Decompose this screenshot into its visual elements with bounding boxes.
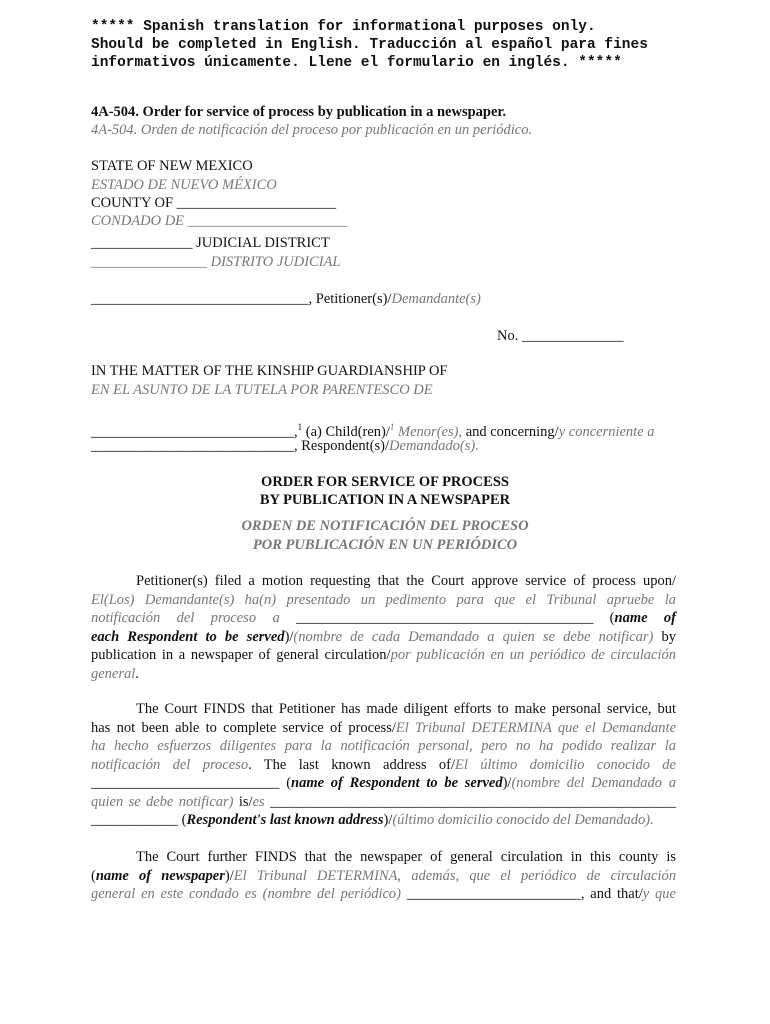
paragraph-line: general. [91,665,139,682]
respondent-label-es: Demandado(s). [389,438,479,454]
state-es: ESTADO DE NUEVO MÉXICO [91,177,277,193]
address-blank[interactable]: ________________________________________________________ [264,793,677,810]
child-blank: ____________________________, [91,423,298,440]
paragraph-line: quien se debe notificar) is/es ________________________________________________________ [91,793,677,810]
child-label-es: Menor(es), [394,423,463,440]
paragraph-line: notificación del proceso. The last known address of/El último domicilio conocido de [91,756,676,773]
concerning-es: y concerniente a [558,423,655,440]
paragraph-line: The Court FINDS that Petitioner has made diligent efforts to make personal service, but [136,701,676,717]
matter-en: IN THE MATTER OF THE KINSHIP GUARDIANSHIP OF [91,363,448,379]
respondent-names-blank[interactable]: _________________________________________ ( [279,610,615,626]
footnote-ref-es: 1 [389,422,395,432]
matter-es: EN EL ASUNTO DE LA TUTELA POR PARENTESCO DE [91,382,433,398]
notice-line: Should be completed in English. Traducción al español para fines [91,37,648,53]
translation-notice [91,18,731,72]
paragraph-line: ha hecho esfuerzos diligentes para la notificación personal, pero no ha podido realizar la [91,738,676,754]
district-label-es: DISTRITO JUDICIAL [210,254,341,270]
paragraph-line: publication in a newspaper of general circulation/por publicación en un periódico de circulación [91,647,676,663]
paragraph-line: general en este condado es (nombre del periódico) ________________________, and that/y que [91,886,676,902]
paragraph-line: __________________________ (name of Respondent to be served)/(nombre del Demandado a [91,775,677,791]
footnote-ref: 1 [297,422,303,432]
paragraph-line: The Court further FINDS that the newspaper of general circulation in this county is [136,849,676,865]
paragraph-line: has not been able to complete service of process/El Tribunal DETERMINA que el Demandante [91,719,677,736]
order-heading-en-2: BY PUBLICATION IN A NEWSPAPER [259,492,511,508]
case-number-field[interactable]: No. ______________ [497,328,624,344]
paragraph-line: each Respondent to be served)/(nombre de cada Demandado a quien se debe notificar) by [91,628,677,645]
district-field-es [91,253,340,271]
paragraph-line: notificación del proceso a _________________________________________ (name of [91,610,676,626]
motion-paragraph [91,572,676,683]
district-field-en[interactable]: ______________ JUDICIAL DISTRICT [91,235,330,251]
order-heading-en-1: ORDER FOR SERVICE OF PROCESS [261,474,509,490]
paragraph-line: Petitioner(s) filed a motion requesting that the Court approve service of process upon/ [136,573,676,589]
respondent-name-blank[interactable]: __________________________ ( [91,775,292,791]
county-field-es: CONDADO DE ______________________ [91,213,348,229]
address-blank-cont[interactable]: ____________ ( [91,812,187,828]
paragraph-line: (name of newspaper)/El Tribunal DETERMINA, además, que el periódico de circulación [91,867,676,884]
form-title-es: 4A-504. Orden de notificación del proceso por publicación en un periódico. [91,122,533,138]
notice-line: ***** Spanish translation for informational purposes only. [91,19,596,35]
order-heading-es-1: ORDEN DE NOTIFICACIÓN DEL PROCESO [241,518,529,534]
concerning-en: and concerning/ [462,423,559,440]
respondent-field[interactable] [91,437,479,455]
child-label-en: (a) Child(ren)/ [302,423,390,440]
respondent-label-en: ____________________________, Respondent(s)/ [91,438,390,454]
paragraph-line: ____________ (Respondent's last known address)/(último domicilio conocido del Demandado). [91,812,654,828]
paragraph-line: El(Los) Demandante(s) ha(n) presentado un pedimento para que el Tribunal apruebe la [91,591,676,608]
findings-paragraph [91,700,676,830]
petitioner-field[interactable] [91,290,481,308]
form-title-en: 4A-504. Order for service of process by publication in a newspaper. [91,104,507,120]
order-heading-es-2: POR PUBLICACIÓN EN UN PERIÓDICO [252,537,518,553]
state-en: STATE OF NEW MEXICO [91,158,253,174]
county-field-en[interactable]: COUNTY OF ______________________ [91,195,337,211]
newspaper-paragraph [91,848,676,904]
district-blank: ________________ [91,254,207,270]
petitioner-label-es: Demandante(s) [391,291,481,307]
notice-line: informativos únicamente. Llene el formulario en inglés. ***** [91,55,622,71]
petitioner-label-en: ______________________________, Petitioner(s)/ [91,291,392,307]
newspaper-blank[interactable]: ________________________, and that/ [401,886,643,902]
